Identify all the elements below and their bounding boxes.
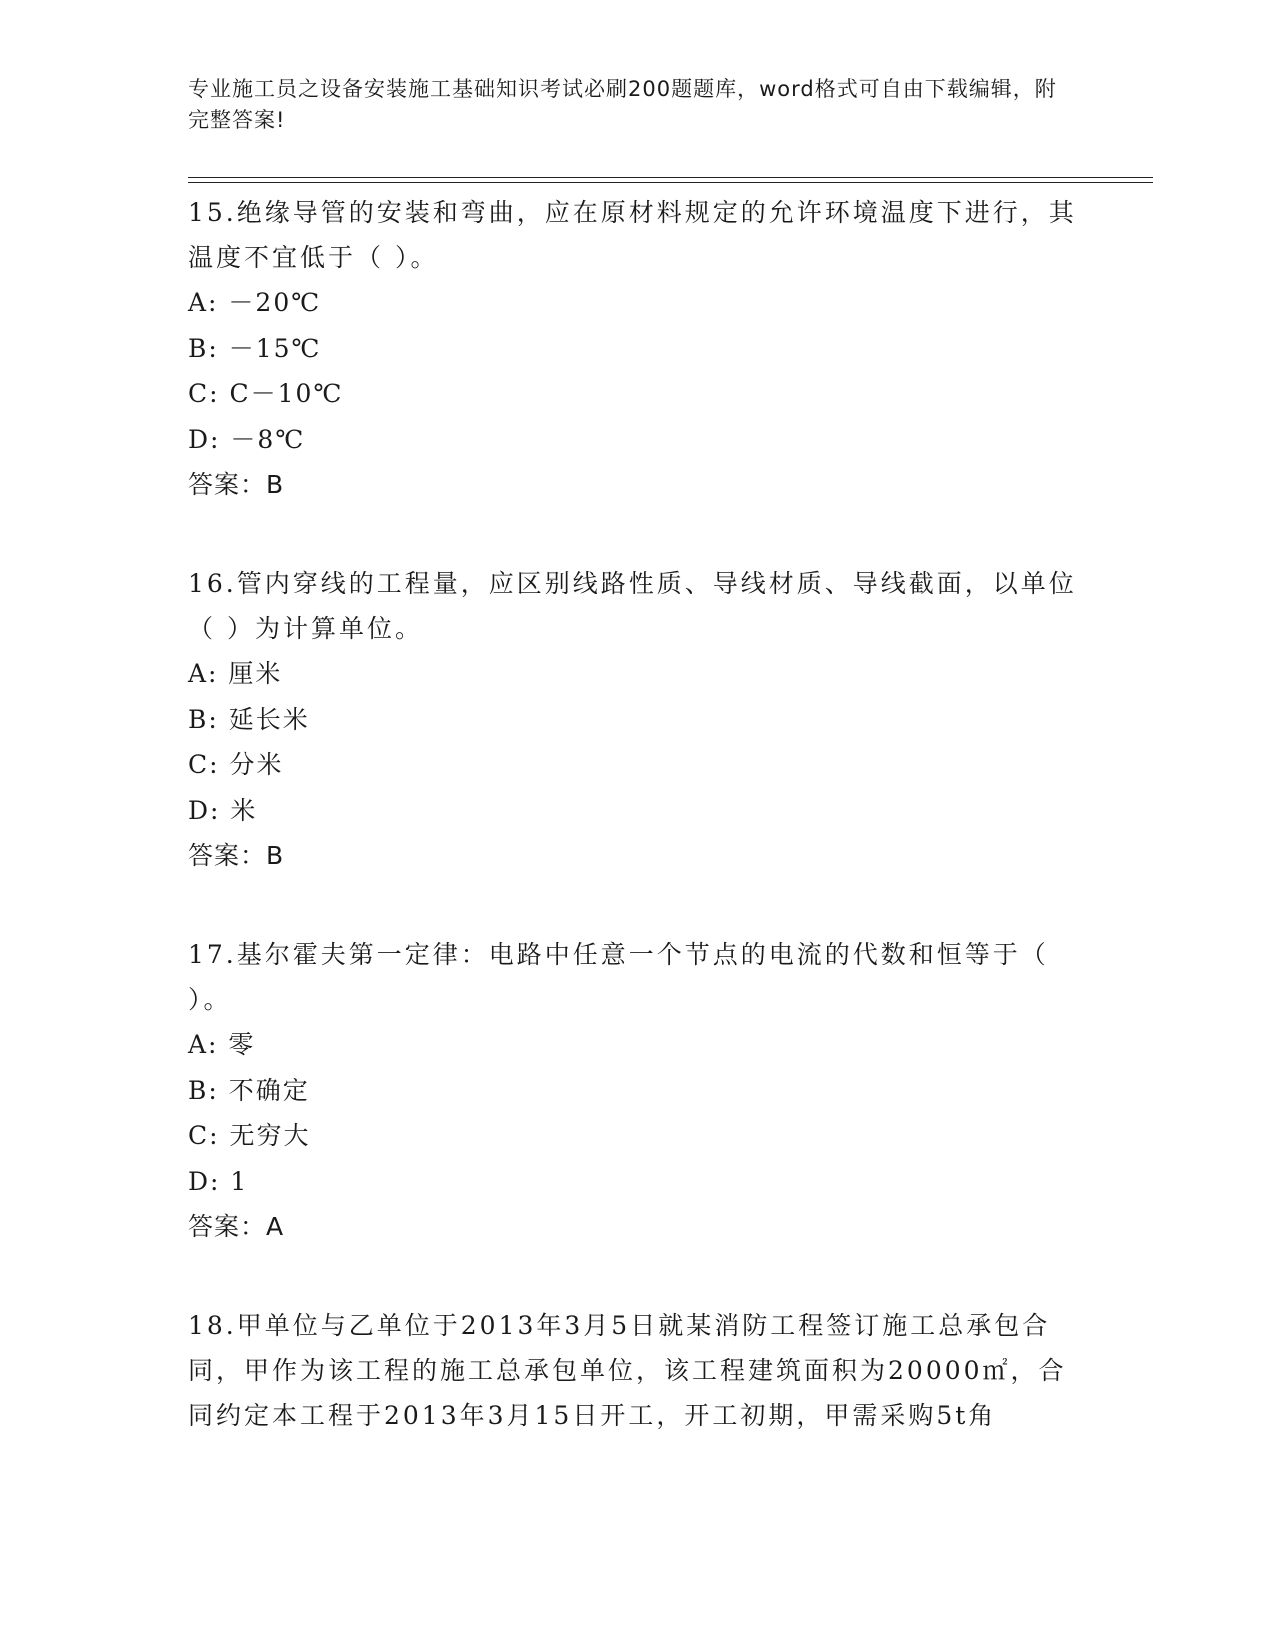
- question-text: 17.基尔霍夫第一定律：电路中任意一个节点的电流的代数和恒等于（ ）。: [188, 940, 1049, 1014]
- question-16: [188, 561, 1088, 878]
- question-text: 18.甲单位与乙单位于2013年3月5日就某消防工程签订施工总承包合同，甲作为该工程的施工总承包单位，该工程建筑面积为20000㎡，合同约定本工程于2013年3月15日开工，开工初期，甲需采购5t角: [188, 1311, 1067, 1430]
- answer: 答案：A: [188, 1212, 285, 1241]
- header-divider-top: [188, 177, 1153, 178]
- option-d: D: 1: [188, 1166, 249, 1196]
- option-d: D: 米: [188, 795, 258, 825]
- option-a: A: 厘米: [188, 659, 283, 688]
- question-text: 15.绝缘导管的安装和弯曲，应在原材料规定的允许环境温度下进行，其温度不宜低于（ ）。: [188, 198, 1077, 272]
- option-c: C: 无穷大: [188, 1121, 311, 1150]
- question-list: [188, 190, 1088, 1492]
- option-c: C: 分米: [188, 750, 284, 779]
- option-b: B: 不确定: [188, 1075, 310, 1105]
- answer: 答案：B: [188, 841, 285, 870]
- option-b: B: －15℃: [188, 333, 322, 363]
- option-b: B: 延长米: [188, 704, 310, 734]
- question-15: [188, 190, 1088, 507]
- question-17: [188, 932, 1088, 1249]
- option-a: A: 零: [188, 1030, 256, 1059]
- answer: 答案：B: [188, 470, 285, 499]
- question-text: 16.管内穿线的工程量，应区别线路性质、导线材质、导线截面，以单位（ ）为计算单位。: [188, 569, 1077, 643]
- option-c: C: C－10℃: [188, 379, 344, 408]
- option-a: A: －20℃: [188, 288, 322, 317]
- document-header: 专业施工员之设备安装施工基础知识考试必刷200题题库，word格式可自由下载编辑，附完整答案!: [188, 77, 1057, 132]
- header-divider-bottom: [188, 182, 1153, 183]
- option-d: D: －8℃: [188, 424, 306, 454]
- question-18: [188, 1303, 1088, 1438]
